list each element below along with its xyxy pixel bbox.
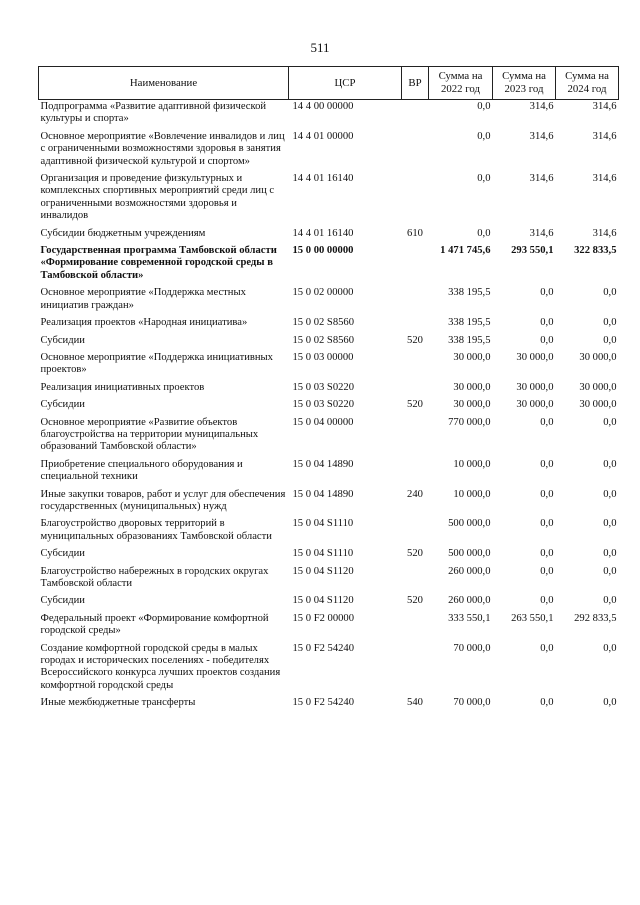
row-sum-2022: 30 000,0 — [453, 381, 491, 393]
row-vr-code: 520 — [407, 595, 423, 607]
row-vr-code — [402, 458, 429, 488]
row-sum-2022: 333 550,1 — [448, 612, 491, 624]
header-csr: ЦСР — [289, 67, 402, 100]
row-vr-code: 520 — [407, 334, 423, 346]
row-vr-code — [402, 612, 429, 642]
header-sum-2024: Сумма на 2024 год — [556, 67, 619, 100]
row-csr-code: 15 0 03 S0220 — [292, 399, 355, 411]
row-sum-2022: 1 471 745,6 — [440, 245, 491, 257]
row-sum-2024: 0,0 — [603, 642, 617, 654]
header-sum-2022: Сумма на 2022 год — [429, 67, 493, 100]
row-sum-2023: 0,0 — [540, 317, 554, 329]
row-sum-2022: 0,0 — [477, 227, 491, 239]
row-csr-code: 15 0 04 00000 — [292, 416, 354, 428]
table-row — [39, 351, 619, 381]
row-sum-2023: 263 550,1 — [511, 612, 554, 624]
table-row — [39, 130, 619, 172]
budget-table — [38, 66, 619, 714]
row-csr-code: 14 4 00 00000 — [292, 101, 354, 112]
row-sum-2024: 30 000,0 — [579, 381, 617, 393]
table-row — [39, 517, 619, 547]
row-sum-2023: 30 000,0 — [516, 399, 554, 411]
row-csr-code: 15 0 04 S1110 — [292, 548, 354, 560]
row-name: Иные межбюджетные трансферты — [40, 697, 196, 709]
row-sum-2024: 0,0 — [603, 458, 617, 470]
row-sum-2024: 314,6 — [592, 130, 617, 142]
row-csr-code: 15 0 02 S8560 — [292, 334, 355, 346]
row-vr-code — [402, 416, 429, 458]
row-sum-2024: 314,6 — [592, 173, 617, 185]
row-sum-2022: 338 195,5 — [448, 317, 491, 329]
row-sum-2023: 0,0 — [540, 548, 554, 560]
table-row — [39, 458, 619, 488]
table-row — [39, 227, 619, 244]
row-csr-code: 15 0 F2 00000 — [292, 612, 355, 624]
row-sum-2024: 0,0 — [603, 697, 617, 709]
row-sum-2022: 260 000,0 — [448, 595, 491, 607]
row-csr-code: 15 0 04 S1120 — [292, 595, 354, 607]
row-name: Основное мероприятие «Развитие объектов благоустройства на территории муниципальных образований Тамбовской области» — [40, 416, 259, 453]
row-name: Иные закупки товаров, работ и услуг для обеспечения государственных (муниципальных) нужд — [40, 488, 286, 512]
row-sum-2022: 70 000,0 — [453, 642, 491, 654]
row-name: Подпрограмма «Развитие адаптивной физической культуры и спорта» — [40, 101, 267, 125]
row-sum-2023: 0,0 — [540, 458, 554, 470]
table-body — [39, 100, 619, 714]
row-csr-code: 15 0 02 S8560 — [292, 317, 355, 329]
row-csr-code: 15 0 F2 54240 — [292, 697, 355, 709]
row-sum-2022: 500 000,0 — [448, 548, 491, 560]
table-row — [39, 334, 619, 351]
table-row — [39, 416, 619, 458]
row-vr-code — [402, 381, 429, 398]
row-sum-2024: 0,0 — [603, 488, 617, 500]
row-name: Основное мероприятие «Поддержка инициативных проектов» — [40, 351, 273, 376]
row-name: Приобретение специального оборудования и специальной техники — [40, 458, 243, 483]
row-sum-2023: 0,0 — [540, 287, 554, 299]
row-vr-code — [402, 642, 429, 697]
table-row — [39, 547, 619, 564]
row-sum-2024: 0,0 — [603, 416, 617, 428]
row-name: Федеральный проект «Формирование комфортной городской среды» — [40, 612, 269, 637]
table-row — [39, 488, 619, 518]
header-sum-2023: Сумма на 2023 год — [493, 67, 556, 100]
row-sum-2022: 0,0 — [477, 101, 491, 112]
row-csr-code: 14 4 01 00000 — [292, 130, 354, 142]
row-sum-2024: 30 000,0 — [579, 399, 617, 411]
row-name: Субсидии бюджетным учреждениям — [40, 227, 206, 239]
row-vr-code — [402, 351, 429, 381]
row-sum-2024: 0,0 — [603, 317, 617, 329]
row-vr-code — [402, 130, 429, 172]
row-vr-code: 240 — [407, 488, 423, 500]
header-name: Наименование — [39, 67, 289, 100]
row-sum-2024: 0,0 — [603, 565, 617, 577]
table-row — [39, 286, 619, 316]
table-row — [39, 316, 619, 333]
table-row — [39, 594, 619, 611]
row-sum-2023: 0,0 — [540, 642, 554, 654]
row-vr-code — [402, 100, 429, 130]
row-sum-2023: 293 550,1 — [511, 245, 554, 257]
row-sum-2024: 0,0 — [603, 334, 617, 346]
row-sum-2022: 0,0 — [477, 173, 491, 185]
row-sum-2023: 30 000,0 — [516, 351, 554, 363]
row-sum-2022: 260 000,0 — [448, 565, 491, 577]
row-name: Субсидии — [40, 595, 85, 607]
row-csr-code: 15 0 00 00000 — [292, 245, 354, 257]
table-row — [39, 172, 619, 227]
header-vr: ВР — [402, 67, 429, 100]
row-sum-2023: 0,0 — [540, 565, 554, 577]
row-name: Основное мероприятие «Поддержка местных инициатив граждан» — [40, 287, 246, 311]
row-sum-2023: 0,0 — [540, 697, 554, 709]
row-vr-code — [402, 517, 429, 547]
table-row — [39, 244, 619, 286]
row-sum-2022: 70 000,0 — [453, 697, 491, 709]
row-vr-code: 540 — [407, 697, 423, 709]
row-vr-code: 520 — [407, 399, 423, 411]
row-sum-2023: 314,6 — [529, 227, 554, 239]
row-sum-2023: 0,0 — [540, 595, 554, 607]
row-name: Субсидии — [40, 334, 85, 346]
row-name: Основное мероприятие «Вовлечение инвалидов и лиц с ограниченными возможностями здоровья в занятия адаптивной физической культурой и спортом» — [40, 130, 285, 167]
row-csr-code: 15 0 04 14890 — [292, 458, 354, 470]
row-sum-2022: 770 000,0 — [448, 416, 491, 428]
row-csr-code: 15 0 03 00000 — [292, 351, 354, 363]
row-sum-2023: 0,0 — [540, 334, 554, 346]
table-row — [39, 612, 619, 642]
row-name: Благоустройство набережных в городских округах Тамбовской области — [40, 565, 269, 589]
row-vr-code: 610 — [407, 227, 423, 239]
row-name: Государственная программа Тамбовской области «Формирование современной городской среды в Тамбовской области» — [40, 245, 277, 281]
row-sum-2022: 10 000,0 — [453, 488, 491, 500]
page-number: 511 — [310, 40, 330, 55]
row-sum-2024: 322 833,5 — [574, 245, 617, 257]
row-sum-2023: 0,0 — [540, 518, 554, 530]
row-csr-code: 15 0 03 S0220 — [292, 381, 355, 393]
row-sum-2024: 30 000,0 — [579, 351, 617, 363]
table-row — [39, 696, 619, 713]
row-sum-2023: 314,6 — [529, 101, 554, 112]
row-csr-code: 14 4 01 16140 — [292, 173, 354, 185]
row-sum-2024: 0,0 — [603, 595, 617, 607]
row-csr-code: 15 0 04 S1120 — [292, 565, 354, 577]
row-sum-2024: 314,6 — [592, 227, 617, 239]
table-row — [39, 100, 619, 130]
table-row — [39, 398, 619, 415]
row-sum-2023: 0,0 — [540, 488, 554, 500]
row-sum-2024: 292 833,5 — [574, 612, 617, 624]
row-sum-2023: 314,6 — [529, 173, 554, 185]
row-sum-2024: 0,0 — [603, 287, 617, 299]
row-csr-code: 15 0 02 00000 — [292, 287, 354, 299]
row-name: Создание комфортной городской среды в малых городах и исторических поселениях - победителях Всероссийского конкурса лучших проектов создания комфортной городской среды — [40, 642, 281, 691]
row-sum-2022: 10 000,0 — [453, 458, 491, 470]
row-sum-2022: 338 195,5 — [448, 334, 491, 346]
row-sum-2022: 0,0 — [477, 130, 491, 142]
row-name: Реализация проектов «Народная инициатива» — [40, 317, 248, 329]
row-sum-2024: 0,0 — [603, 518, 617, 530]
row-sum-2023: 314,6 — [529, 130, 554, 142]
row-sum-2022: 30 000,0 — [453, 399, 491, 411]
row-vr-code — [402, 565, 429, 595]
row-vr-code: 520 — [407, 548, 423, 560]
row-vr-code — [402, 244, 429, 286]
row-sum-2022: 338 195,5 — [448, 287, 491, 299]
table-row — [39, 642, 619, 697]
row-vr-code — [402, 316, 429, 333]
row-name: Субсидии — [40, 399, 85, 411]
row-csr-code: 14 4 01 16140 — [292, 227, 354, 239]
row-vr-code — [402, 286, 429, 316]
table-row — [39, 381, 619, 398]
row-name: Благоустройство дворовых территорий в муниципальных образованиях Тамбовской области — [40, 518, 272, 542]
row-name: Реализация инициативных проектов — [40, 381, 205, 393]
row-vr-code — [402, 172, 429, 227]
row-name: Организация и проведение физкультурных и комплексных спортивных мероприятий среди лиц с ограниченными возможностями здоровья и инвалидов — [40, 173, 275, 222]
row-sum-2023: 30 000,0 — [516, 381, 554, 393]
row-sum-2022: 500 000,0 — [448, 518, 491, 530]
row-sum-2023: 0,0 — [540, 416, 554, 428]
table-header — [39, 67, 619, 100]
row-csr-code: 15 0 F2 54240 — [292, 642, 355, 654]
row-sum-2024: 314,6 — [592, 101, 617, 112]
table-row — [39, 565, 619, 595]
row-csr-code: 15 0 04 14890 — [292, 488, 354, 500]
row-csr-code: 15 0 04 S1110 — [292, 518, 354, 530]
row-name: Субсидии — [40, 548, 85, 560]
row-sum-2022: 30 000,0 — [453, 351, 491, 363]
row-sum-2024: 0,0 — [603, 548, 617, 560]
